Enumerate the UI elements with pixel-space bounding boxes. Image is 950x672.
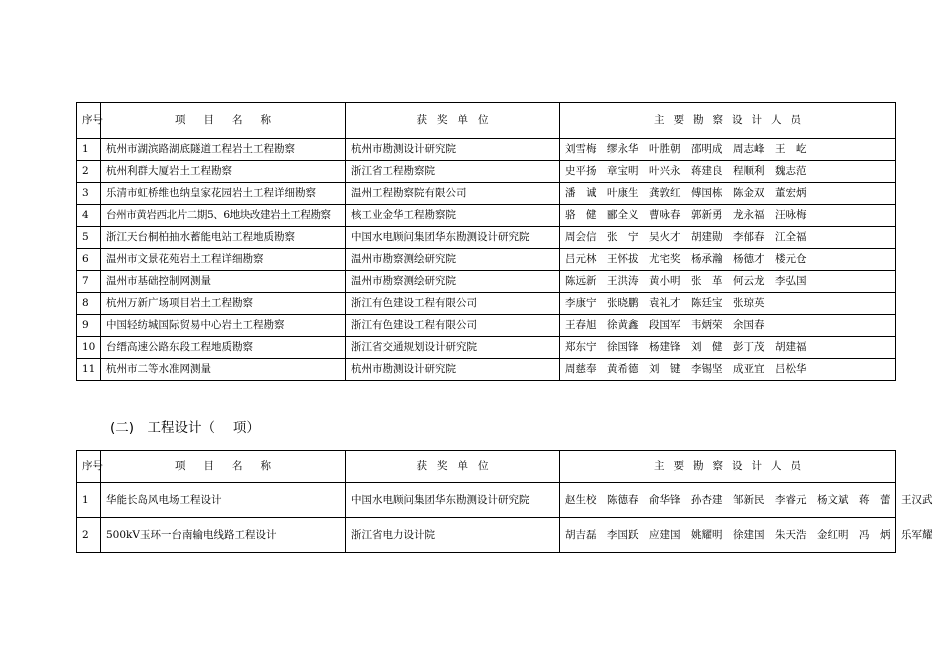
table-row <box>77 139 896 161</box>
row-project-name: 杭州利群大厦岩土工程勘察 <box>101 161 346 183</box>
table-row <box>77 483 896 518</box>
row-serial-number: 1 <box>77 139 101 161</box>
table-row <box>77 227 896 249</box>
header-project-name: 项目名称 <box>101 103 346 139</box>
row-award-unit: 温州市勘察测绘研究院 <box>346 271 560 293</box>
row-award-unit: 杭州市勘测设计研究院 <box>346 139 560 161</box>
row-personnel: 吕元林 王怀拔 尤宅奖 杨承瀚 杨德才 楼元仓 <box>560 249 896 271</box>
header-serial-number: 序号 <box>77 103 101 139</box>
row-award-unit: 浙江有色建设工程有限公司 <box>346 315 560 337</box>
table-header-row <box>77 451 896 483</box>
design-award-table <box>76 450 933 553</box>
row-personnel: 史平扬 章宝明 叶兴永 蒋建良 程顺利 魏志范 <box>560 161 896 183</box>
table-row <box>77 518 896 553</box>
row-serial-number: 8 <box>77 293 101 315</box>
row-serial-number: 9 <box>77 315 101 337</box>
row-personnel: 李康宁 张晓鹏 袁礼才 陈廷宝 张琼英 <box>560 293 896 315</box>
row-serial-number: 4 <box>77 205 101 227</box>
row-award-unit: 浙江有色建设工程有限公司 <box>346 293 560 315</box>
row-serial-number: 10 <box>77 337 101 359</box>
header-serial-number: 序号 <box>77 451 101 483</box>
row-personnel: 周会信 张 宁 吴火才 胡建勋 李郁春 江全福 <box>560 227 896 249</box>
table-row <box>77 337 896 359</box>
table-row <box>77 315 896 337</box>
row-award-unit: 浙江省工程勘察院 <box>346 161 560 183</box>
header-project-name: 项目名称 <box>101 451 346 483</box>
row-project-name: 杭州市二等水准网测量 <box>101 359 346 381</box>
row-award-unit: 中国水电顾问集团华东勘测设计研究院 <box>346 483 560 518</box>
row-award-unit: 浙江省电力设计院 <box>346 518 560 553</box>
row-serial-number: 11 <box>77 359 101 381</box>
row-project-name: 华能长岛风电场工程设计 <box>101 483 346 518</box>
row-personnel: 胡吉磊 李国跃 应建国 姚耀明 徐建国 朱天浩 金红明 冯 炳 乐军耀 <box>560 518 896 553</box>
row-project-name: 500kV玉环一台南输电线路工程设计 <box>101 518 346 553</box>
row-project-name: 乐清市虹桥维也纳皇家花园岩土工程详细勘察 <box>101 183 346 205</box>
row-project-name: 温州市文景花苑岩土工程详细勘察 <box>101 249 346 271</box>
row-award-unit: 温州工程勘察院有限公司 <box>346 183 560 205</box>
section-title-engineering-design: (二) 工程设计（ 项） <box>110 420 260 436</box>
row-serial-number: 5 <box>77 227 101 249</box>
row-award-unit: 中国水电顾问集团华东勘测设计研究院 <box>346 227 560 249</box>
row-project-name: 温州市基础控制网测量 <box>101 271 346 293</box>
row-personnel: 骆 健 郦全义 曹咏春 郭新勇 龙永福 汪咏梅 <box>560 205 896 227</box>
row-personnel: 周慈奉 黄希德 刘 键 李锡坚 成亚宜 吕松华 <box>560 359 896 381</box>
row-personnel: 赵生校 陈德春 俞华锋 孙杏建 邹新民 李睿元 杨文斌 蒋 蕾 王汉武 <box>560 483 896 518</box>
row-award-unit: 温州市勘察测绘研究院 <box>346 249 560 271</box>
header-award-unit: 获奖单位 <box>346 451 560 483</box>
row-project-name: 台州市黄岩西北片二期5、6地块改建岩土工程勘察 <box>101 205 346 227</box>
row-project-name: 浙江天台桐柏抽水蓄能电站工程地质勘察 <box>101 227 346 249</box>
table-row <box>77 271 896 293</box>
table-header-row <box>77 103 896 139</box>
row-project-name: 杭州万新广场项目岩土工程勘察 <box>101 293 346 315</box>
table-row <box>77 161 896 183</box>
row-personnel: 王春旭 徐黄鑫 段国军 韦炳荣 余国春 <box>560 315 896 337</box>
row-serial-number: 1 <box>77 483 101 518</box>
row-project-name: 杭州市湖滨路湖底隧道工程岩土工程勘察 <box>101 139 346 161</box>
row-project-name: 台缙高速公路东段工程地质勘察 <box>101 337 346 359</box>
header-main-personnel: 主要勘察设计人员 <box>560 103 896 139</box>
table-row <box>77 359 896 381</box>
row-serial-number: 2 <box>77 161 101 183</box>
header-main-personnel: 主要勘察设计人员 <box>560 451 896 483</box>
row-personnel: 陈远新 王洪涛 黄小明 张 革 何云龙 李弘国 <box>560 271 896 293</box>
row-award-unit: 杭州市勘测设计研究院 <box>346 359 560 381</box>
row-award-unit: 浙江省交通规划设计研究院 <box>346 337 560 359</box>
table-row <box>77 249 896 271</box>
row-serial-number: 6 <box>77 249 101 271</box>
survey-award-table <box>76 102 896 381</box>
table-row <box>77 205 896 227</box>
row-serial-number: 7 <box>77 271 101 293</box>
row-personnel: 刘雪梅 缪永华 叶胜朝 邵明成 周志峰 王 屹 <box>560 139 896 161</box>
row-award-unit: 核工业金华工程勘察院 <box>346 205 560 227</box>
row-personnel: 郑东宁 徐国锋 杨建锋 刘 健 彭丁茂 胡建福 <box>560 337 896 359</box>
row-personnel: 潘 诚 叶康生 龚敦红 傅国栋 陈金双 董宏炳 <box>560 183 896 205</box>
header-award-unit: 获奖单位 <box>346 103 560 139</box>
table-row <box>77 183 896 205</box>
row-serial-number: 3 <box>77 183 101 205</box>
table-row <box>77 293 896 315</box>
row-project-name: 中国轻纺城国际贸易中心岩土工程勘察 <box>101 315 346 337</box>
row-serial-number: 2 <box>77 518 101 553</box>
